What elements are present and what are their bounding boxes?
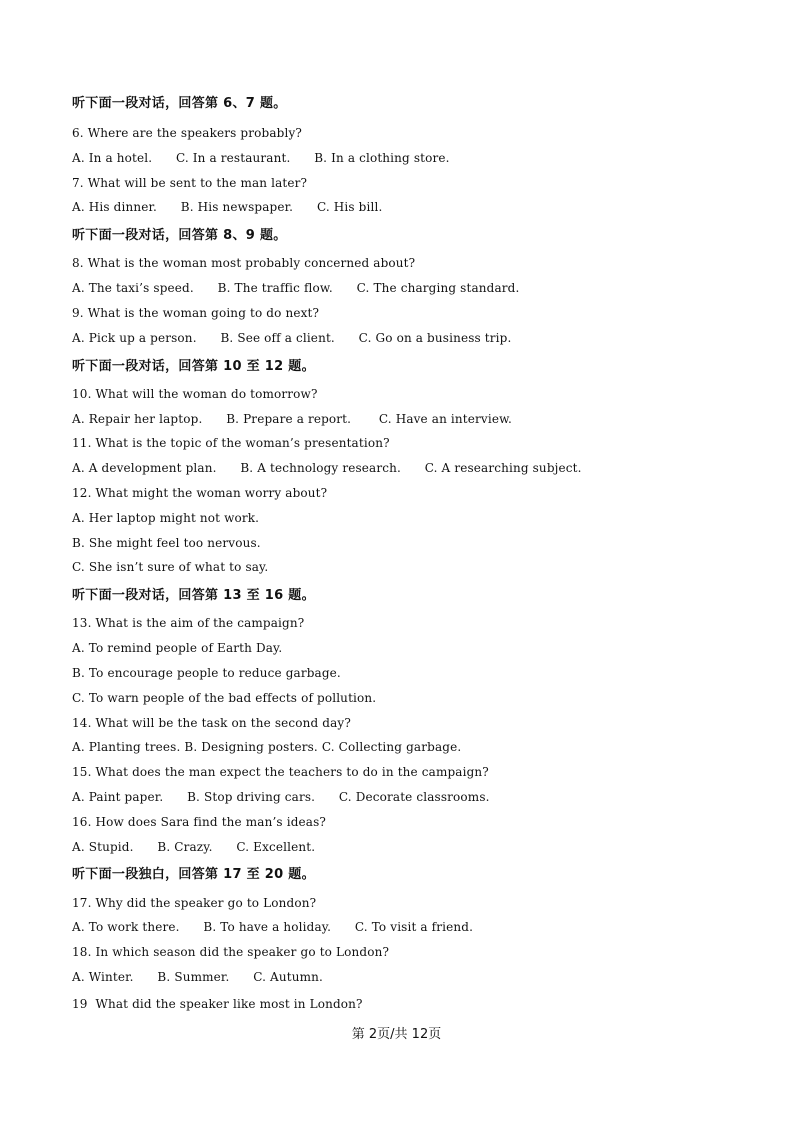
question-line: A. Winter. B. Summer. C. Autumn. [72, 970, 323, 984]
question-line: C. She isn’t sure of what to say. [72, 560, 269, 574]
question-line: A. Planting trees. B. Designing posters. C. Collecting garbage. [72, 740, 462, 754]
section-heading: 听下面一段对话，回答第 6、7 题。 [72, 96, 287, 111]
section-heading: 听下面一段独白，回答第 17 至 20 题。 [72, 867, 315, 882]
page-footer: 第 2页/共 12页 [351, 1027, 442, 1042]
question-line: A. Her laptop might not work. [72, 511, 260, 525]
question-line: 8. What is the woman most probably concerned about? [72, 256, 416, 270]
question-line: A. A development plan. B. A technology research. C. A researching subject. [72, 461, 582, 475]
question-line: 16. How does Sara find the man’s ideas? [72, 815, 326, 829]
question-line: 10. What will the woman do tomorrow? [72, 387, 318, 401]
question-line: 9. What is the woman going to do next? [72, 306, 320, 320]
question-line: 17. Why did the speaker go to London? [72, 896, 317, 910]
question-line: 7. What will be sent to the man later? [72, 176, 308, 190]
section-heading: 听下面一段对话，回答第 13 至 16 题。 [72, 588, 315, 603]
section-heading: 听下面一段对话，回答第 8、9 题。 [72, 228, 287, 243]
question-line: A. Repair her laptop. B. Prepare a report. C. Have an interview. [72, 412, 513, 426]
question-line: C. To warn people of the bad effects of pollution. [72, 691, 377, 705]
question-line: 18. In which season did the speaker go to London? [72, 945, 390, 959]
question-line: A. The taxi’s speed. B. The traffic flow. C. The charging standard. [72, 281, 520, 295]
question-line: 19 What did the speaker like most in London? [72, 997, 363, 1011]
question-line: A. His dinner. B. His newspaper. C. His bill. [72, 200, 383, 214]
question-line: 11. What is the topic of the woman’s presentation? [72, 436, 390, 450]
question-line: B. She might feel too nervous. [72, 536, 261, 550]
question-line: A. To remind people of Earth Day. [72, 641, 283, 655]
question-line: B. To encourage people to reduce garbage. [72, 666, 341, 680]
question-line: A. Paint paper. B. Stop driving cars. C. Decorate classrooms. [72, 790, 490, 804]
question-line: A. In a hotel. C. In a restaurant. B. In a clothing store. [72, 151, 450, 165]
question-line: 13. What is the aim of the campaign? [72, 616, 305, 630]
question-line: 6. Where are the speakers probably? [72, 126, 302, 140]
section-heading: 听下面一段对话，回答第 10 至 12 题。 [72, 359, 315, 374]
question-line: A. Pick up a person. B. See off a client. C. Go on a business trip. [72, 331, 512, 345]
question-line: 12. What might the woman worry about? [72, 486, 328, 500]
question-line: A. Stupid. B. Crazy. C. Excellent. [72, 840, 316, 854]
question-line: 14. What will be the task on the second day? [72, 716, 351, 730]
question-line: 15. What does the man expect the teachers to do in the campaign? [72, 765, 489, 779]
question-line: A. To work there. B. To have a holiday. C. To visit a friend. [72, 920, 474, 934]
